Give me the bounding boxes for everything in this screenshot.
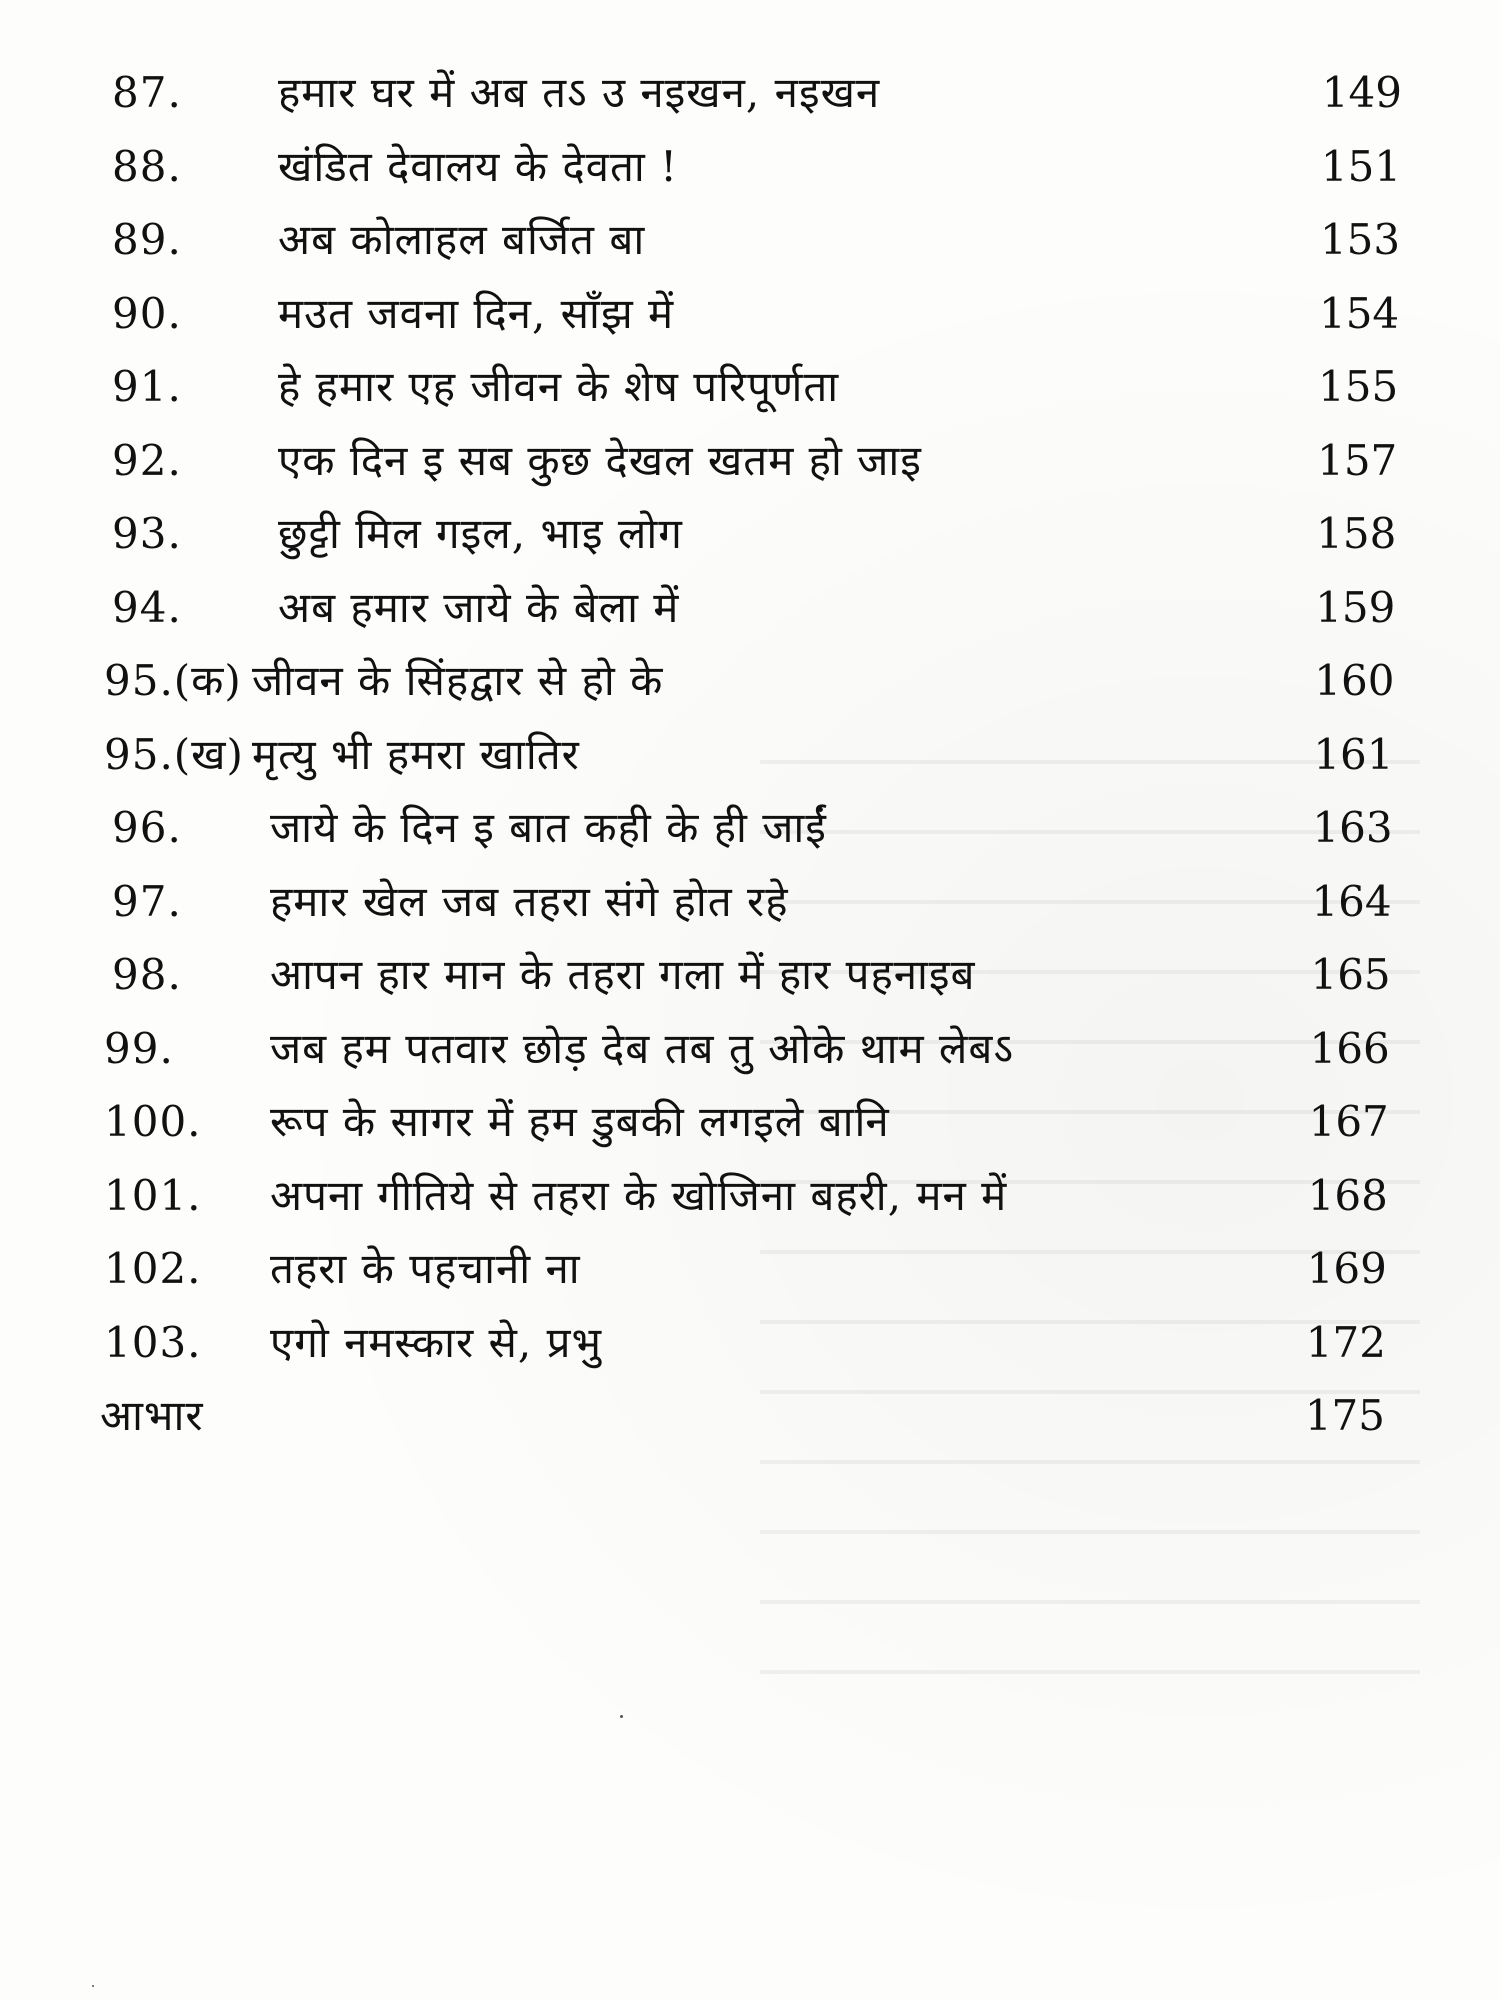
toc-entry-number: 95.(क) <box>104 656 242 705</box>
toc-row <box>0 1097 1500 1175</box>
toc-entry-number: 101. <box>104 1170 202 1220</box>
toc-row <box>0 362 1500 440</box>
toc-entry-number: 97. <box>112 876 182 926</box>
toc-row <box>0 288 1500 367</box>
toc-entry-number: 96. <box>112 803 182 852</box>
toc-entry-title: अब हमार जाये के बेला में <box>278 582 680 632</box>
toc-entry-title: रूप के सागर में हम डुबकी लगइले बानि <box>270 1097 890 1146</box>
toc-entry-title: अपना गीतिये से तहरा के खोजिना बहरी, मन में <box>270 1170 1008 1220</box>
toc-entry-number: 103. <box>104 1317 202 1367</box>
toc-entry-number: 88. <box>112 141 182 191</box>
toc-entry-title: हमार घर में अब तऽ उ नइखन, नइखन <box>278 68 881 117</box>
toc-row <box>0 729 1500 808</box>
toc-entry-title: छुट्टी मिल गइल, भाइ लोग <box>278 509 683 558</box>
toc-entry-title: जीवन के सिंहद्वार से हो के <box>252 656 664 705</box>
toc-row <box>0 582 1500 661</box>
toc-entry-title: आपन हार मान के तहरा गला में हार पहनाइब <box>270 950 976 999</box>
toc-entry-page-number: 164 <box>1311 876 1392 926</box>
toc-entry-title: खंडित देवालय के देवता ! <box>278 141 679 191</box>
toc-entry-number: 89. <box>112 215 182 264</box>
toc-entry-page-number: 160 <box>1314 656 1395 705</box>
toc-row <box>0 509 1500 587</box>
toc-entry-page-number: 155 <box>1318 362 1399 411</box>
toc-row <box>0 803 1500 881</box>
toc-entry-title: जब हम पतवार छोड़ देब तब तु ओके थाम लेबऽ <box>270 1023 1014 1073</box>
toc-entry-title: एगो नमस्कार से, प्रभु <box>270 1317 603 1367</box>
toc-entry-page-number: 159 <box>1315 582 1396 632</box>
toc-entry-page-number: 166 <box>1309 1023 1390 1073</box>
toc-entry-number: 90. <box>112 288 182 338</box>
toc-entry-title: मृत्यु भी हमरा खातिर <box>252 729 580 779</box>
toc-row <box>0 656 1500 734</box>
toc-entry-number: 91. <box>112 362 182 411</box>
toc-row <box>0 1023 1500 1102</box>
toc-entry-title: जाये के दिन इ बात कही के ही जाईं <box>270 803 827 852</box>
toc-entry-number: 99. <box>104 1023 174 1073</box>
toc-entry-number: 100. <box>104 1097 202 1146</box>
toc-entry-number: 87. <box>112 68 182 117</box>
toc-entry-page-number: 165 <box>1310 950 1391 999</box>
toc-entry-number: 93. <box>112 509 182 558</box>
toc-row <box>0 215 1500 293</box>
toc-row-acknowledgement <box>0 1391 1500 1469</box>
toc-row <box>0 1170 1500 1249</box>
toc-entry-page-number: 167 <box>1308 1097 1389 1146</box>
table-of-contents <box>0 68 1500 1469</box>
toc-entry-title: हमार खेल जब तहरा संगे होत रहे <box>270 876 789 926</box>
toc-entry-page-number: 158 <box>1316 509 1397 558</box>
toc-entry-title: तहरा के पहचानी ना <box>270 1244 581 1293</box>
toc-entry-page-number: 163 <box>1312 803 1393 852</box>
print-speck <box>620 1715 623 1718</box>
toc-entry-number: 98. <box>112 950 182 999</box>
toc-entry-page-number: 172 <box>1305 1317 1386 1367</box>
toc-entry-number: 102. <box>104 1244 202 1293</box>
toc-entry-page-number: 157 <box>1317 435 1398 485</box>
print-speck <box>92 1985 94 1987</box>
toc-entry-number: 95.(ख) <box>104 729 244 779</box>
toc-entry-page-number: 169 <box>1306 1244 1387 1293</box>
toc-entry-page-number: 154 <box>1318 288 1400 338</box>
toc-row <box>0 1317 1500 1396</box>
toc-row <box>0 435 1500 514</box>
toc-entry-page-number: 153 <box>1319 215 1401 264</box>
toc-row <box>0 68 1500 146</box>
toc-entry-page-number: 161 <box>1313 729 1394 779</box>
toc-entry-page-number: 151 <box>1320 141 1402 191</box>
toc-row <box>0 141 1500 220</box>
toc-entry-page-number: 168 <box>1307 1170 1388 1220</box>
toc-entry-page-number: 149 <box>1321 68 1402 117</box>
toc-entry-title: मउत जवना दिन, साँझ में <box>278 288 675 338</box>
acknowledgement-title: आभार <box>100 1391 204 1440</box>
toc-entry-title: एक दिन इ सब कुछ देखल खतम हो जाइ <box>278 435 922 485</box>
acknowledgement-page-number: 175 <box>1304 1391 1385 1440</box>
toc-row <box>0 1244 1500 1322</box>
toc-entry-number: 94. <box>112 582 182 632</box>
toc-row <box>0 876 1500 955</box>
toc-entry-title: अब कोलाहल बर्जित बा <box>278 215 646 264</box>
toc-row <box>0 950 1500 1028</box>
toc-entry-title: हे हमार एह जीवन के शेष परिपूर्णता <box>278 362 840 411</box>
toc-entry-number: 92. <box>112 435 182 485</box>
